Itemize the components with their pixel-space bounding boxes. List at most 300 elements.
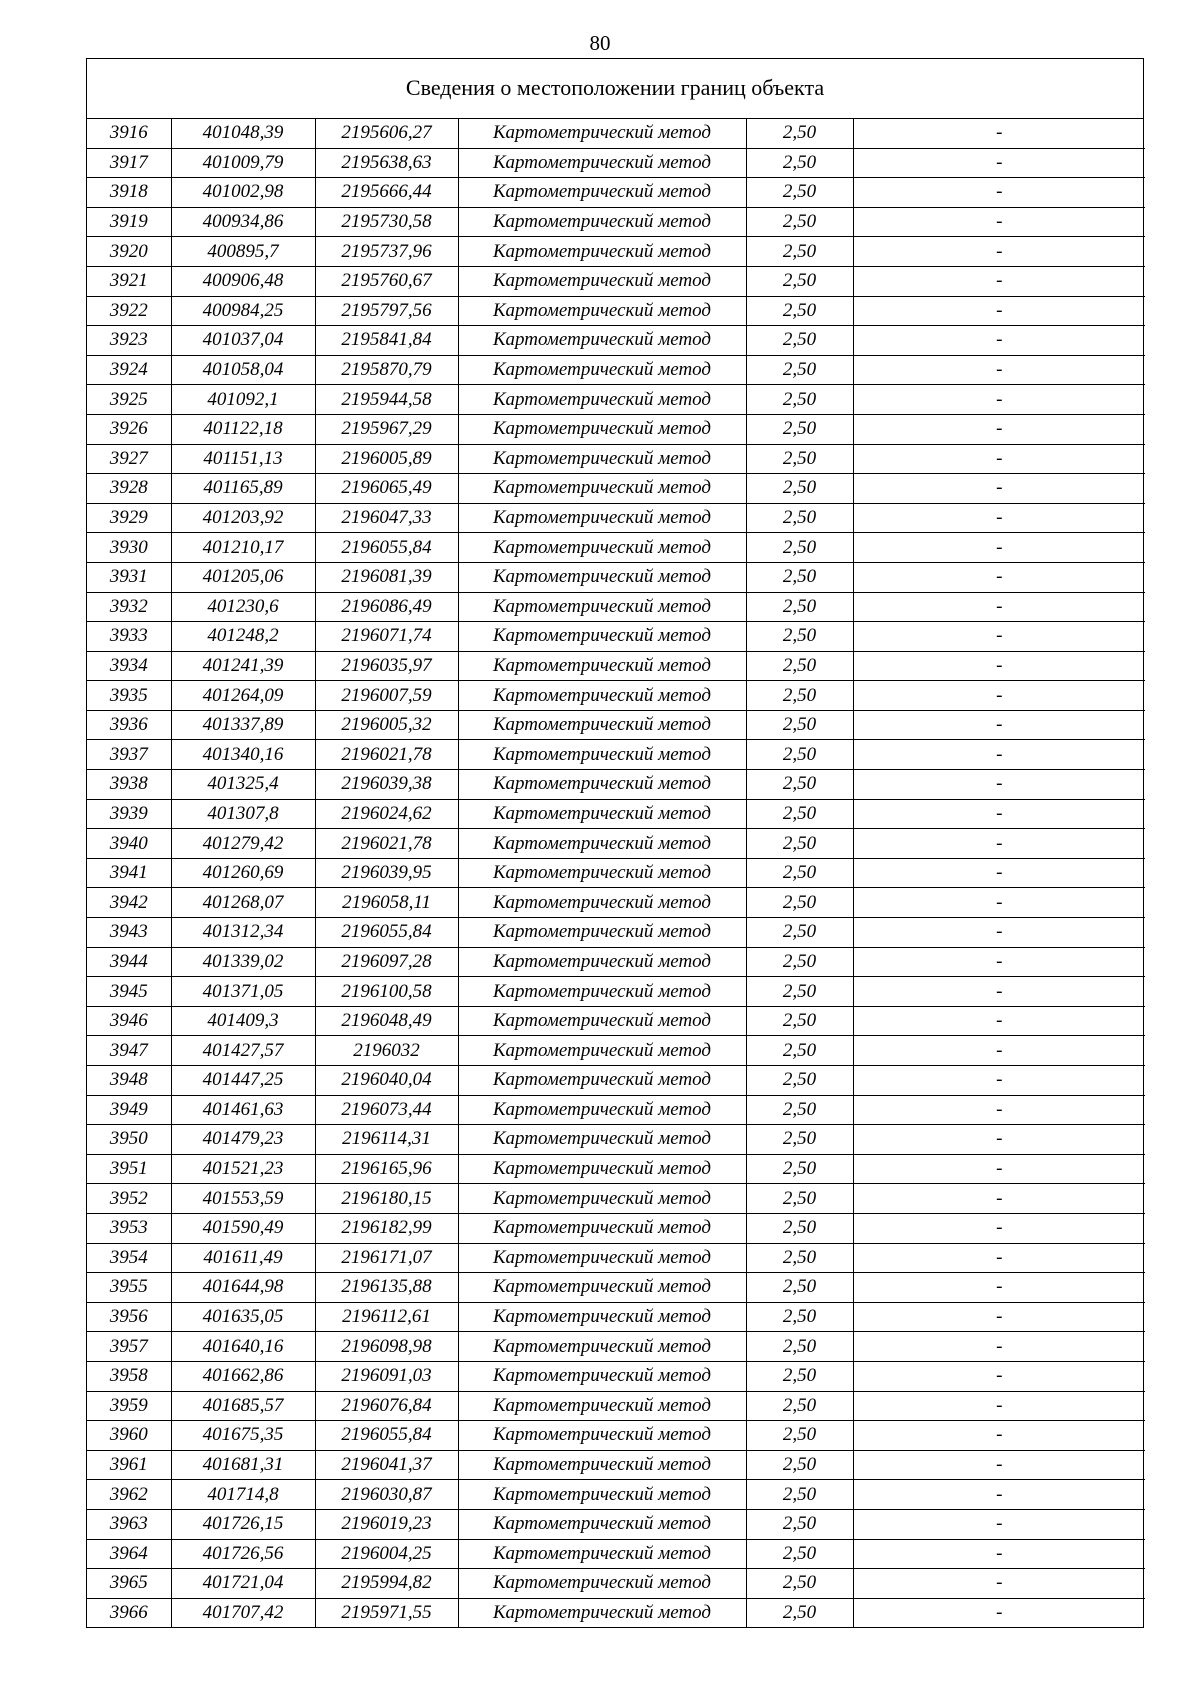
- accuracy-cell: 2,50: [746, 1332, 853, 1362]
- coord-x-cell: 401640,16: [171, 1332, 315, 1362]
- coord-x-cell: 401611,49: [171, 1243, 315, 1273]
- point-number-cell: 3925: [87, 385, 171, 415]
- accuracy-cell: 2,50: [746, 1273, 853, 1303]
- description-cell: -: [853, 977, 1145, 1007]
- coord-x-cell: 401662,86: [171, 1361, 315, 1391]
- table-title: Сведения о местоположении границ объекта: [87, 59, 1143, 119]
- table-row: [87, 355, 1145, 385]
- table-row: [87, 1539, 1145, 1569]
- coord-y-cell: 2196081,39: [315, 562, 458, 592]
- coord-y-cell: 2196047,33: [315, 503, 458, 533]
- description-cell: -: [853, 562, 1145, 592]
- description-cell: -: [853, 888, 1145, 918]
- method-cell: Картометрический метод: [458, 1598, 746, 1627]
- method-cell: Картометрический метод: [458, 1125, 746, 1155]
- accuracy-cell: 2,50: [746, 266, 853, 296]
- description-cell: -: [853, 829, 1145, 859]
- point-number-cell: 3932: [87, 592, 171, 622]
- description-cell: -: [853, 503, 1145, 533]
- table-row: [87, 592, 1145, 622]
- description-cell: -: [853, 651, 1145, 681]
- table-row: [87, 296, 1145, 326]
- table-row: [87, 947, 1145, 977]
- table-row: [87, 977, 1145, 1007]
- coord-y-cell: 2196055,84: [315, 533, 458, 563]
- coord-x-cell: 401447,25: [171, 1066, 315, 1096]
- description-cell: -: [853, 770, 1145, 800]
- accuracy-cell: 2,50: [746, 1243, 853, 1273]
- accuracy-cell: 2,50: [746, 770, 853, 800]
- method-cell: Картометрический метод: [458, 710, 746, 740]
- coord-x-cell: 401002,98: [171, 178, 315, 208]
- table-row: [87, 1243, 1145, 1273]
- accuracy-cell: 2,50: [746, 1066, 853, 1096]
- coord-y-cell: 2196165,96: [315, 1154, 458, 1184]
- table-row: [87, 414, 1145, 444]
- accuracy-cell: 2,50: [746, 1125, 853, 1155]
- coord-y-cell: 2195870,79: [315, 355, 458, 385]
- table-row: [87, 1125, 1145, 1155]
- accuracy-cell: 2,50: [746, 710, 853, 740]
- description-cell: -: [853, 1066, 1145, 1096]
- accuracy-cell: 2,50: [746, 1184, 853, 1214]
- accuracy-cell: 2,50: [746, 681, 853, 711]
- coord-y-cell: 2196112,61: [315, 1302, 458, 1332]
- accuracy-cell: 2,50: [746, 503, 853, 533]
- point-number-cell: 3936: [87, 710, 171, 740]
- method-cell: Картометрический метод: [458, 1302, 746, 1332]
- accuracy-cell: 2,50: [746, 237, 853, 267]
- description-cell: -: [853, 1036, 1145, 1066]
- point-number-cell: 3952: [87, 1184, 171, 1214]
- coord-y-cell: 2195944,58: [315, 385, 458, 415]
- coord-x-cell: 401726,15: [171, 1509, 315, 1539]
- point-number-cell: 3922: [87, 296, 171, 326]
- coord-y-cell: 2196021,78: [315, 829, 458, 859]
- point-number-cell: 3924: [87, 355, 171, 385]
- page-number: 80: [589, 31, 611, 55]
- method-cell: Картометрический метод: [458, 740, 746, 770]
- table-row: [87, 237, 1145, 267]
- table-row: [87, 474, 1145, 504]
- table-row: [87, 740, 1145, 770]
- method-cell: Картометрический метод: [458, 503, 746, 533]
- coord-y-cell: 2195760,67: [315, 266, 458, 296]
- coord-x-cell: 401427,57: [171, 1036, 315, 1066]
- method-cell: Картометрический метод: [458, 918, 746, 948]
- point-number-cell: 3954: [87, 1243, 171, 1273]
- point-number-cell: 3920: [87, 237, 171, 267]
- method-cell: Картометрический метод: [458, 858, 746, 888]
- accuracy-cell: 2,50: [746, 1036, 853, 1066]
- method-cell: Картометрический метод: [458, 1421, 746, 1451]
- coord-y-cell: 2196098,98: [315, 1332, 458, 1362]
- description-cell: -: [853, 385, 1145, 415]
- accuracy-cell: 2,50: [746, 385, 853, 415]
- accuracy-cell: 2,50: [746, 1450, 853, 1480]
- description-cell: -: [853, 947, 1145, 977]
- point-number-cell: 3918: [87, 178, 171, 208]
- accuracy-cell: 2,50: [746, 296, 853, 326]
- accuracy-cell: 2,50: [746, 178, 853, 208]
- coord-x-cell: 400906,48: [171, 266, 315, 296]
- accuracy-cell: 2,50: [746, 622, 853, 652]
- accuracy-cell: 2,50: [746, 829, 853, 859]
- point-number-cell: 3940: [87, 829, 171, 859]
- table-row: [87, 918, 1145, 948]
- description-cell: -: [853, 1302, 1145, 1332]
- coord-x-cell: 400984,25: [171, 296, 315, 326]
- method-cell: Картометрический метод: [458, 1332, 746, 1362]
- coord-x-cell: 401260,69: [171, 858, 315, 888]
- description-cell: -: [853, 858, 1145, 888]
- coord-x-cell: 401279,42: [171, 829, 315, 859]
- method-cell: Картометрический метод: [458, 1273, 746, 1303]
- point-number-cell: 3957: [87, 1332, 171, 1362]
- coord-x-cell: 401230,6: [171, 592, 315, 622]
- coord-y-cell: 2196039,95: [315, 858, 458, 888]
- table-row: [87, 1036, 1145, 1066]
- accuracy-cell: 2,50: [746, 1421, 853, 1451]
- table-row: [87, 178, 1145, 208]
- method-cell: Картометрический метод: [458, 1066, 746, 1096]
- description-cell: -: [853, 237, 1145, 267]
- description-cell: -: [853, 1480, 1145, 1510]
- method-cell: Картометрический метод: [458, 414, 746, 444]
- point-number-cell: 3951: [87, 1154, 171, 1184]
- description-cell: -: [853, 1569, 1145, 1599]
- description-cell: -: [853, 1332, 1145, 1362]
- description-cell: -: [853, 799, 1145, 829]
- accuracy-cell: 2,50: [746, 444, 853, 474]
- boundary-points-table: [87, 119, 1145, 1627]
- point-number-cell: 3935: [87, 681, 171, 711]
- method-cell: Картометрический метод: [458, 1569, 746, 1599]
- point-number-cell: 3938: [87, 770, 171, 800]
- coord-y-cell: 2196035,97: [315, 651, 458, 681]
- description-cell: -: [853, 1095, 1145, 1125]
- table-row: [87, 119, 1145, 148]
- coord-y-cell: 2196024,62: [315, 799, 458, 829]
- point-number-cell: 3943: [87, 918, 171, 948]
- method-cell: Картометрический метод: [458, 1154, 746, 1184]
- method-cell: Картометрический метод: [458, 770, 746, 800]
- coord-x-cell: 401203,92: [171, 503, 315, 533]
- table-row: [87, 681, 1145, 711]
- description-cell: -: [853, 1598, 1145, 1627]
- table-row: [87, 770, 1145, 800]
- coord-y-cell: 2196005,32: [315, 710, 458, 740]
- coord-x-cell: 401685,57: [171, 1391, 315, 1421]
- accuracy-cell: 2,50: [746, 1569, 853, 1599]
- description-cell: -: [853, 918, 1145, 948]
- table-row: [87, 1332, 1145, 1362]
- description-cell: -: [853, 622, 1145, 652]
- accuracy-cell: 2,50: [746, 148, 853, 178]
- description-cell: -: [853, 1450, 1145, 1480]
- method-cell: Картометрический метод: [458, 1095, 746, 1125]
- table-row: [87, 326, 1145, 356]
- point-number-cell: 3947: [87, 1036, 171, 1066]
- method-cell: Картометрический метод: [458, 947, 746, 977]
- coord-y-cell: 2196007,59: [315, 681, 458, 711]
- table-row: [87, 207, 1145, 237]
- coord-x-cell: 401721,04: [171, 1569, 315, 1599]
- coord-x-cell: 401165,89: [171, 474, 315, 504]
- description-cell: -: [853, 592, 1145, 622]
- method-cell: Картометрический метод: [458, 385, 746, 415]
- description-cell: -: [853, 119, 1145, 148]
- method-cell: Картометрический метод: [458, 207, 746, 237]
- method-cell: Картометрический метод: [458, 592, 746, 622]
- coord-x-cell: 401714,8: [171, 1480, 315, 1510]
- method-cell: Картометрический метод: [458, 148, 746, 178]
- coord-y-cell: 2196055,84: [315, 1421, 458, 1451]
- coord-x-cell: 401210,17: [171, 533, 315, 563]
- coord-y-cell: 2196091,03: [315, 1361, 458, 1391]
- coord-x-cell: 401553,59: [171, 1184, 315, 1214]
- description-cell: -: [853, 1125, 1145, 1155]
- method-cell: Картометрический метод: [458, 681, 746, 711]
- accuracy-cell: 2,50: [746, 119, 853, 148]
- coord-x-cell: 400895,7: [171, 237, 315, 267]
- accuracy-cell: 2,50: [746, 1598, 853, 1627]
- point-number-cell: 3928: [87, 474, 171, 504]
- table-row: [87, 266, 1145, 296]
- table-row: [87, 1421, 1145, 1451]
- description-cell: -: [853, 266, 1145, 296]
- accuracy-cell: 2,50: [746, 740, 853, 770]
- coord-y-cell: 2196019,23: [315, 1509, 458, 1539]
- coord-x-cell: 400934,86: [171, 207, 315, 237]
- description-cell: -: [853, 1006, 1145, 1036]
- point-number-cell: 3949: [87, 1095, 171, 1125]
- accuracy-cell: 2,50: [746, 918, 853, 948]
- method-cell: Картометрический метод: [458, 326, 746, 356]
- coord-y-cell: 2195971,55: [315, 1598, 458, 1627]
- point-number-cell: 3937: [87, 740, 171, 770]
- point-number-cell: 3960: [87, 1421, 171, 1451]
- coord-y-cell: 2196114,31: [315, 1125, 458, 1155]
- method-cell: Картометрический метод: [458, 237, 746, 267]
- description-cell: -: [853, 355, 1145, 385]
- table-row: [87, 1066, 1145, 1096]
- method-cell: Картометрический метод: [458, 1036, 746, 1066]
- description-cell: -: [853, 326, 1145, 356]
- coord-x-cell: 401248,2: [171, 622, 315, 652]
- accuracy-cell: 2,50: [746, 1480, 853, 1510]
- method-cell: Картометрический метод: [458, 651, 746, 681]
- description-cell: -: [853, 148, 1145, 178]
- coord-y-cell: 2195994,82: [315, 1569, 458, 1599]
- accuracy-cell: 2,50: [746, 1391, 853, 1421]
- description-cell: -: [853, 1539, 1145, 1569]
- point-number-cell: 3933: [87, 622, 171, 652]
- point-number-cell: 3931: [87, 562, 171, 592]
- coord-x-cell: 401122,18: [171, 414, 315, 444]
- method-cell: Картометрический метод: [458, 1213, 746, 1243]
- table-row: [87, 1509, 1145, 1539]
- coord-x-cell: 401340,16: [171, 740, 315, 770]
- table-body: [87, 119, 1145, 1627]
- point-number-cell: 3963: [87, 1509, 171, 1539]
- accuracy-cell: 2,50: [746, 1302, 853, 1332]
- coord-x-cell: 401521,23: [171, 1154, 315, 1184]
- table-row: [87, 1302, 1145, 1332]
- coord-x-cell: 401151,13: [171, 444, 315, 474]
- method-cell: Картометрический метод: [458, 1006, 746, 1036]
- coord-y-cell: 2196171,07: [315, 1243, 458, 1273]
- description-cell: -: [853, 178, 1145, 208]
- coord-x-cell: 401707,42: [171, 1598, 315, 1627]
- accuracy-cell: 2,50: [746, 1509, 853, 1539]
- method-cell: Картометрический метод: [458, 178, 746, 208]
- table-row: [87, 1480, 1145, 1510]
- coord-y-cell: 2196076,84: [315, 1391, 458, 1421]
- coord-x-cell: 401205,06: [171, 562, 315, 592]
- coord-y-cell: 2196100,58: [315, 977, 458, 1007]
- coord-y-cell: 2196030,87: [315, 1480, 458, 1510]
- method-cell: Картометрический метод: [458, 562, 746, 592]
- accuracy-cell: 2,50: [746, 888, 853, 918]
- coord-y-cell: 2195666,44: [315, 178, 458, 208]
- point-number-cell: 3959: [87, 1391, 171, 1421]
- method-cell: Картометрический метод: [458, 474, 746, 504]
- coord-x-cell: 401409,3: [171, 1006, 315, 1036]
- coord-y-cell: 2195797,56: [315, 296, 458, 326]
- method-cell: Картометрический метод: [458, 622, 746, 652]
- coord-y-cell: 2195967,29: [315, 414, 458, 444]
- table-row: [87, 148, 1145, 178]
- table-row: [87, 622, 1145, 652]
- description-cell: -: [853, 1213, 1145, 1243]
- method-cell: Картометрический метод: [458, 1361, 746, 1391]
- coord-x-cell: 401307,8: [171, 799, 315, 829]
- coord-x-cell: 401681,31: [171, 1450, 315, 1480]
- point-number-cell: 3953: [87, 1213, 171, 1243]
- point-number-cell: 3927: [87, 444, 171, 474]
- coord-x-cell: 401635,05: [171, 1302, 315, 1332]
- point-number-cell: 3921: [87, 266, 171, 296]
- table-row: [87, 503, 1145, 533]
- coord-x-cell: 401312,34: [171, 918, 315, 948]
- accuracy-cell: 2,50: [746, 414, 853, 444]
- table-row: [87, 710, 1145, 740]
- table-row: [87, 799, 1145, 829]
- table-row: [87, 1391, 1145, 1421]
- point-number-cell: 3950: [87, 1125, 171, 1155]
- point-number-cell: 3962: [87, 1480, 171, 1510]
- table-row: [87, 533, 1145, 563]
- accuracy-cell: 2,50: [746, 533, 853, 563]
- point-number-cell: 3930: [87, 533, 171, 563]
- point-number-cell: 3923: [87, 326, 171, 356]
- coord-y-cell: 2196032: [315, 1036, 458, 1066]
- accuracy-cell: 2,50: [746, 1006, 853, 1036]
- accuracy-cell: 2,50: [746, 799, 853, 829]
- accuracy-cell: 2,50: [746, 326, 853, 356]
- point-number-cell: 3956: [87, 1302, 171, 1332]
- coord-y-cell: 2196039,38: [315, 770, 458, 800]
- coord-x-cell: 401461,63: [171, 1095, 315, 1125]
- method-cell: Картометрический метод: [458, 1509, 746, 1539]
- point-number-cell: 3929: [87, 503, 171, 533]
- coord-y-cell: 2195841,84: [315, 326, 458, 356]
- point-number-cell: 3944: [87, 947, 171, 977]
- point-number-cell: 3966: [87, 1598, 171, 1627]
- coord-x-cell: 401264,09: [171, 681, 315, 711]
- table-row: [87, 1569, 1145, 1599]
- coord-x-cell: 401371,05: [171, 977, 315, 1007]
- coord-x-cell: 401726,56: [171, 1539, 315, 1569]
- coord-x-cell: 401675,35: [171, 1421, 315, 1451]
- coord-x-cell: 401048,39: [171, 119, 315, 148]
- table-row: [87, 651, 1145, 681]
- description-cell: -: [853, 1243, 1145, 1273]
- point-number-cell: 3941: [87, 858, 171, 888]
- coord-x-cell: 401268,07: [171, 888, 315, 918]
- point-number-cell: 3961: [87, 1450, 171, 1480]
- coord-y-cell: 2196073,44: [315, 1095, 458, 1125]
- accuracy-cell: 2,50: [746, 1095, 853, 1125]
- point-number-cell: 3919: [87, 207, 171, 237]
- coord-y-cell: 2196005,89: [315, 444, 458, 474]
- description-cell: -: [853, 1154, 1145, 1184]
- description-cell: -: [853, 1184, 1145, 1214]
- description-cell: -: [853, 296, 1145, 326]
- method-cell: Картометрический метод: [458, 1450, 746, 1480]
- coord-x-cell: 401037,04: [171, 326, 315, 356]
- accuracy-cell: 2,50: [746, 592, 853, 622]
- table-row: [87, 1450, 1145, 1480]
- method-cell: Картометрический метод: [458, 1480, 746, 1510]
- description-cell: -: [853, 710, 1145, 740]
- coord-y-cell: 2196135,88: [315, 1273, 458, 1303]
- table-row: [87, 1184, 1145, 1214]
- method-cell: Картометрический метод: [458, 1391, 746, 1421]
- point-number-cell: 3946: [87, 1006, 171, 1036]
- coord-x-cell: 401009,79: [171, 148, 315, 178]
- coord-y-cell: 2196048,49: [315, 1006, 458, 1036]
- coord-y-cell: 2196182,99: [315, 1213, 458, 1243]
- coord-y-cell: 2195606,27: [315, 119, 458, 148]
- method-cell: Картометрический метод: [458, 1184, 746, 1214]
- point-number-cell: 3917: [87, 148, 171, 178]
- coord-x-cell: 401590,49: [171, 1213, 315, 1243]
- description-cell: -: [853, 474, 1145, 504]
- point-number-cell: 3948: [87, 1066, 171, 1096]
- coord-y-cell: 2196040,04: [315, 1066, 458, 1096]
- coord-x-cell: 401644,98: [171, 1273, 315, 1303]
- method-cell: Картометрический метод: [458, 296, 746, 326]
- point-number-cell: 3939: [87, 799, 171, 829]
- description-cell: -: [853, 1509, 1145, 1539]
- table-row: [87, 888, 1145, 918]
- table-row: [87, 562, 1145, 592]
- coord-y-cell: 2195737,96: [315, 237, 458, 267]
- method-cell: Картометрический метод: [458, 888, 746, 918]
- accuracy-cell: 2,50: [746, 977, 853, 1007]
- accuracy-cell: 2,50: [746, 562, 853, 592]
- accuracy-cell: 2,50: [746, 1213, 853, 1243]
- point-number-cell: 3942: [87, 888, 171, 918]
- description-cell: -: [853, 1361, 1145, 1391]
- coord-x-cell: 401058,04: [171, 355, 315, 385]
- coord-y-cell: 2196058,11: [315, 888, 458, 918]
- point-number-cell: 3934: [87, 651, 171, 681]
- accuracy-cell: 2,50: [746, 1154, 853, 1184]
- description-cell: -: [853, 1391, 1145, 1421]
